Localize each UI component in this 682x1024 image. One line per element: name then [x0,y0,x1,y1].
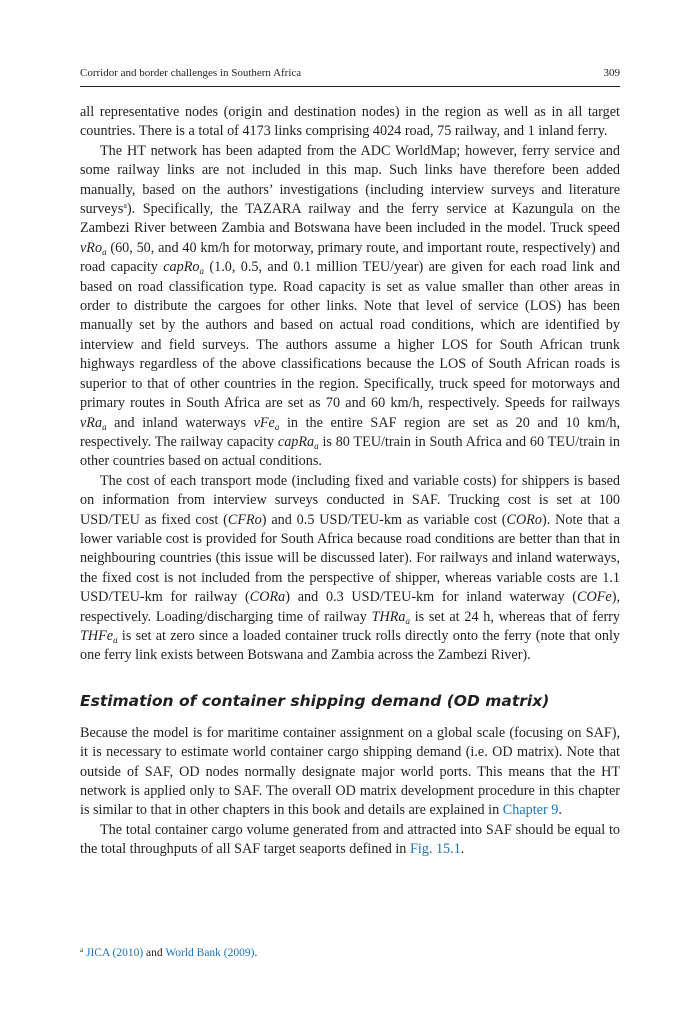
symbol-text: capRa [277,433,315,450]
figure-15-1-link[interactable]: Fig. 15.1 [409,841,461,858]
symbol-subscript: a [405,615,410,626]
symbol-subscript: a [314,440,319,451]
text-run: ). Note that a lower variable cost is provided for South Africa because road conditions are better than that in neighbouring countries (this issue will be discussed later). For railways and inland waterways, the fixed cost is not included from the perspective of shipper, whereas variable costs are 1.1 USD/TEU-km for railway ( [80,511,621,606]
symbol-subscript: a [113,634,118,645]
body-text [80,103,620,860]
symbol-truck-speed [80,240,107,256]
symbol-fixed-cost-road: CFRo [227,511,262,528]
symbol-text: THRa [371,608,406,625]
symbol-text: vFe [253,414,275,431]
symbol-text: vRo [80,239,103,256]
world-bank-2009-link[interactable]: World Bank (2009) [165,947,255,959]
text-run: and inland waterways [106,414,254,431]
symbol-variable-cost-ferry: COFe [577,589,612,606]
symbol-ferry-handling-time [80,628,118,644]
footnote-marker[interactable]: a [123,201,127,211]
symbol-subscript: a [274,421,280,432]
footnote-text: and [143,947,166,959]
chapter-9-link[interactable]: Chapter 9 [502,802,559,819]
symbol-ferry-speed [254,415,280,431]
footnote-text: . [254,947,258,959]
text-run: in the entire SAF region are set as 20 and 10 km/h, respectively. The railway capacity [80,414,620,450]
paragraph-1-text: all representative nodes (origin and destination nodes) in the region as well as in all target countries. There is a total of 4173 links comprising 4024 road, 75 railway, and 1 inland ferry. [80,104,620,140]
text-run: ), respectively. Loading/discharging time of railway [80,589,620,625]
symbol-rail-handling-time [372,609,410,625]
footnote [80,946,620,960]
symbol-variable-cost-rail: CORa [249,589,286,606]
symbol-subscript: a [102,421,107,432]
symbol-text: vRa [80,414,103,431]
text-run: (60, 50, and 40 km/h for motorway, primary route, and important route, respectively) and road capacity [80,239,620,276]
text-run: The cost of each transport mode (including fixed and variable costs) for shippers is based on information from interview surveys conducted in SAF. Trucking cost is set at 100 USD/TEU as fixed cost ( [80,472,620,528]
paragraph-2 [80,142,620,472]
text-run: is 80 TEU/train in South Africa and 60 TEU/train in other countries based on actual conditions. [80,433,620,470]
header-rule [80,86,620,87]
page-number: 309 [603,67,620,79]
text-run: is set at 24 h, whereas that of ferry [409,608,620,625]
text-run: The total container cargo volume generated from and attracted into SAF should be equal to the total throughputs of all SAF target seaports defined in [80,821,620,858]
symbol-variable-cost-road: CORo [506,511,543,528]
paragraph-4 [80,724,620,821]
paragraph-3 [80,472,620,666]
text-run: (1.0, 0.5, and 0.1 million TEU/year) are given for each road link and based on road classification type. Road capacity is set as value smaller than other areas in order to distribute the cargoes for other links. Note that level of service (LOS) has been manually set by the authors and based on actual road conditions, which are identified by interview and field surveys. The authors assume a higher LOS for South African trunk highways regardless of the above classifications because the LOS of South African roads is superior to that of other countries in the region. Specifically, truck speed for motorways and primary routes in South Africa are set as 70 and 60 km/h, respectively. Speeds for railways [80,259,621,412]
paragraph-5 [80,821,620,860]
symbol-text: capRo [163,259,200,276]
symbol-subscript: a [102,246,107,257]
text-run: The HT network has been adapted from the ADC WorldMap; however, ferry service and some railway links are not included in this map. Such links have therefore been added manually, based on the authors’ investigations (including interview surveys and literature surveys [80,142,620,218]
paragraph-1 [80,103,620,142]
text-run: ) and 0.5 USD/TEU-km as variable cost ( [261,511,507,528]
section-heading: Estimation of container shipping demand (OD matrix) [80,691,550,710]
text-run: is set at zero since a loaded container truck rolls directly onto the ferry (note that only one ferry link exists between Botswana and Zambia across the Zambezi River). [80,627,620,664]
text-run: Because the model is for maritime container assignment on a global scale (focusing on SAF), it is necessary to estimate world container cargo shipping demand (i.e. OD matrix). Note that outside of SAF, OD nodes normally designate major world ports. This means that the HT network is applied only to SAF. The overall OD matrix development procedure in this chapter is similar to that in other chapters in this book and details are explained in [80,724,620,819]
symbol-subscript: a [199,266,204,277]
symbol-road-capacity [163,259,204,275]
text-run: . [460,841,465,858]
symbol-rail-speed [80,415,107,431]
symbol-text: THFe [80,627,114,644]
running-title: Corridor and border challenges in Southern Africa [80,67,302,79]
running-header [80,66,620,82]
text-run: ) and 0.3 USD/TEU-km for inland waterway ( [285,589,578,606]
jica-2010-link[interactable]: JICA (2010) [85,947,144,959]
symbol-rail-capacity [278,434,319,450]
footnote-marker: a [80,946,84,954]
text-run: . [558,802,562,819]
text-run: ). Specifically, the TAZARA railway and the ferry service at Kazungula on the Zambezi River between Zambia and Botswana have been included in the model. Truck speed [80,201,620,237]
